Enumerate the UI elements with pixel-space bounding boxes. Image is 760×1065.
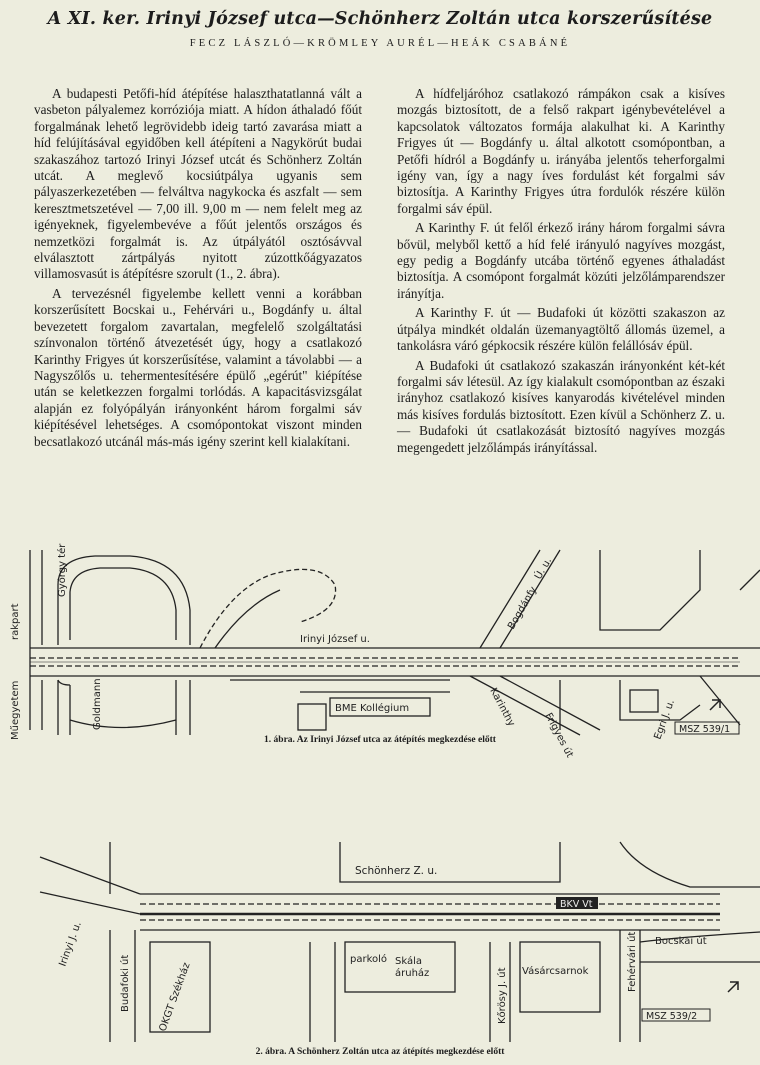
label-irinyi-j: Irinyi J. u. bbox=[57, 920, 84, 969]
paragraph: A hídfeljáróhoz csatlakozó rámpákon csak a kisíves mozgás biztosított, de a felső rakpart igénybevételével a kapcsolatok változatos formája alakulhat ki. A Karinthy Frigyes út — Bogdánfy u. által alkotott csomópontban, a Petőfi hídról a Bogdánfy u. irányába jelentős teherforgalmi igény van, így a nagy íves fordulást két forgalmi sáv biztosítja. A Karinthy Frigyes útra fordulók részére külön forgalmi sáv épül. bbox=[397, 86, 725, 216]
right-column bbox=[397, 86, 725, 456]
paragraph: A budapesti Petőfi-híd átépítése halaszthatatlanná vált a vasbeton pályalemez korróziója miatt. A hídon áthaladó főút forgalmának lehető legrövidebb ideig tartó zavarása miatt a híd felújításával egyidőben kell átépíteni a Nagykörút budai szakaszához tartozó Irinyi József utcát és Schönherz Zoltán utcát. A meglevő kocsiútpálya ugyanis sem pályaszerkezetében — felváltva nagykocka és aszfalt — sem keresztmetszetével — 7,00 ill. 9,00 m — nem felelt meg az igényeknek, figyelembevéve a főút jelentős országos és nemzetközi forgalmát is. Az útpályától osztósávval elválasztott zártpályás nyitott zúzottkőágyazatos villamosvasút is átépítésre szorult (1., 2. ábra). bbox=[34, 86, 362, 282]
label-irinyi: Irinyi József u. bbox=[300, 634, 370, 645]
label-karinthy: Karinthy bbox=[487, 686, 517, 729]
label-bogdanfy-u: Ú. u. bbox=[533, 555, 555, 582]
irinyi-road bbox=[40, 857, 140, 894]
label-schonherz: Schönherz Z. u. bbox=[355, 865, 438, 877]
label-parkolo: parkoló bbox=[350, 954, 388, 965]
label-korosy: Kőrösy J. út bbox=[497, 967, 508, 1024]
label-rakpart: rakpart bbox=[10, 603, 21, 640]
label-budafoki: Budafoki út bbox=[120, 954, 131, 1012]
paragraph: A Budafoki út csatlakozó szakaszán irányonként két-két forgalmi sáv létesül. Az így kialakult csomópontban az északi irányhoz csatlakozó kisíves kanyarodás kivételével minden más kisíves fordulás biztosított. Ezen kívül a Schönherz Z. u. — Budafoki út csatlakozását biztosító nagyíves mozgás megengedett jelzőlámpás irányítással. bbox=[397, 357, 725, 455]
label-skala: Skála bbox=[395, 956, 422, 967]
label-gyorgy-ter: György tér bbox=[57, 543, 68, 597]
north-arrow-icon bbox=[728, 982, 738, 992]
figure2-map bbox=[0, 842, 760, 1042]
label-bocskai: Bocskai út bbox=[655, 936, 707, 947]
authors: FECZ LÁSZLÓ—KRÖMLEY AURÉL—HEÁK CSABÁNÉ bbox=[189, 38, 571, 49]
label-goldmann: Goldmann bbox=[92, 678, 103, 730]
label-bme: BME Kollégium bbox=[335, 703, 410, 714]
paragraph: A Karinthy F. út felől érkező irány három forgalmi sávra bővül, melyből kettő a híd felé irányuló nagyíves mozgást, egy pedig a Bogdánfy utcába történő egyenes áthaladást biztosítja. A csomópont forgalmát közúti jelzőlámparendszer irányítja. bbox=[397, 220, 725, 301]
paragraph: A Karinthy F. út — Budafoki út közötti szakaszon az útpálya mindkét oldalán üzemanyagtöltő állomás üzemel, a tankolásra váró gépkocsik részére külön felállósáv épül. bbox=[397, 305, 725, 354]
north-arrow-icon bbox=[710, 700, 720, 710]
label-frigyes: Frigyes út bbox=[542, 711, 576, 760]
label-fehervari: Fehérvári út bbox=[627, 931, 638, 992]
left-column bbox=[34, 86, 362, 450]
label-aruhaz: áruház bbox=[395, 968, 430, 979]
article-title: A XI. ker. Irinyi József utca—Schönherz Zoltán utca korszerűsítése bbox=[47, 9, 713, 29]
label-bogdanfy: Bogdánfy bbox=[506, 584, 540, 632]
label-bkv: BKV Vt bbox=[560, 899, 593, 910]
label-egri: Egri J. u. bbox=[652, 698, 678, 742]
paragraph: A tervezésnél figyelembe kellett venni a korábban korszerűsített Bocskai u., Fehérvári u., Bogdánfy u. által bevezetett forgalom zavartalan, megfelelő szolgáltatási színvonalon történő átvezetését úgy, hogy a csatlakozó Karinthy Frigyes út korszerűsítése, valamint a távolabbi — a Nagyszőlős u. tehermentesítésére épülő „egérút" kiépítése után se keletkezzen forgalmi torlódás. A kapacitásvizsgálat alapján ez folyópályán irányonként három forgalmi sáv kiépítésével lehetséges. A csomópontokat viszont minden becsatlakozó utcánál más-más igény szerint kell kialakítani. bbox=[34, 285, 362, 449]
label-msz1: MSZ 539/1 bbox=[679, 724, 731, 735]
label-vasarcsarnok: Vásárcsarnok bbox=[522, 966, 589, 977]
label-okgt: OKGT Székház bbox=[157, 961, 193, 1034]
figure2-caption: 2. ábra. A Schönherz Zoltán utca az átépítés megkezdése előtt bbox=[255, 1047, 505, 1057]
label-msz2: MSZ 539/2 bbox=[646, 1011, 698, 1022]
label-muegyetem: Műegyetem bbox=[10, 680, 21, 740]
figure1-caption: 1. ábra. Az Irinyi József utca az átépítés megkezdése előtt bbox=[264, 735, 496, 745]
